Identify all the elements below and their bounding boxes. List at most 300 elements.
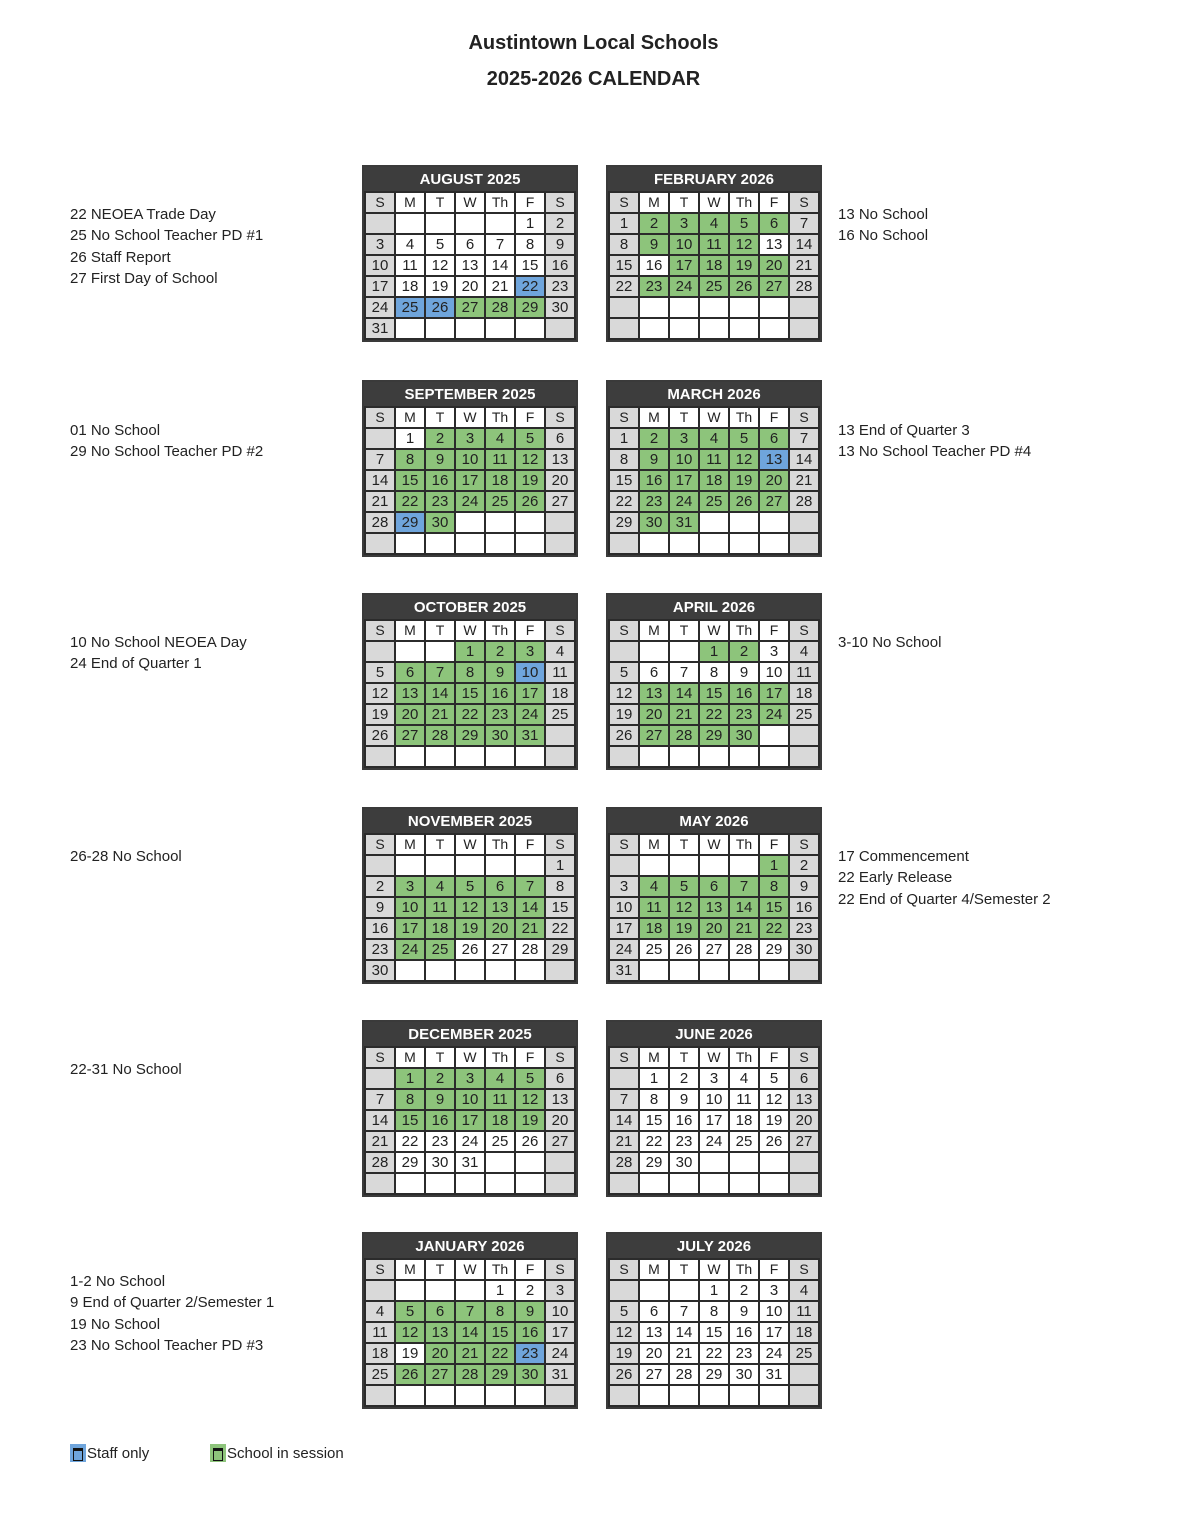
day-cell: 5 xyxy=(515,428,545,449)
day-cell: 5 xyxy=(515,1068,545,1089)
empty-cell xyxy=(455,512,485,533)
weekday-header: Th xyxy=(485,407,515,428)
day-cell: 17 xyxy=(759,683,789,704)
day-cell: 6 xyxy=(395,662,425,683)
day-cell: 3 xyxy=(455,428,485,449)
weekday-header: S xyxy=(365,834,395,855)
empty-cell xyxy=(669,960,699,981)
day-cell: 9 xyxy=(425,449,455,470)
empty-cell xyxy=(425,855,455,876)
weekday-header: F xyxy=(515,407,545,428)
weekday-header: W xyxy=(699,192,729,213)
day-cell: 16 xyxy=(485,683,515,704)
day-cell: 25 xyxy=(425,939,455,960)
weekday-header: F xyxy=(515,620,545,641)
weekday-header: Th xyxy=(729,192,759,213)
day-cell: 15 xyxy=(395,1110,425,1131)
day-cell: 15 xyxy=(545,897,575,918)
day-cell: 15 xyxy=(699,683,729,704)
day-cell: 8 xyxy=(545,876,575,897)
day-cell: 23 xyxy=(425,1131,455,1152)
note-item: 13 No School xyxy=(838,206,929,223)
empty-cell xyxy=(639,746,669,767)
empty-cell xyxy=(669,1385,699,1406)
day-cell: 16 xyxy=(425,470,455,491)
day-cell: 3 xyxy=(669,428,699,449)
day-cell: 29 xyxy=(395,1152,425,1173)
day-cell: 24 xyxy=(365,297,395,318)
empty-cell xyxy=(455,1280,485,1301)
day-cell: 7 xyxy=(729,876,759,897)
empty-cell xyxy=(545,746,575,767)
day-cell: 30 xyxy=(545,297,575,318)
empty-cell xyxy=(789,512,819,533)
day-cell: 25 xyxy=(365,1364,395,1385)
empty-cell xyxy=(545,533,575,554)
day-cell: 12 xyxy=(455,897,485,918)
notes-october xyxy=(70,632,247,675)
day-cell: 28 xyxy=(669,1364,699,1385)
day-cell: 13 xyxy=(485,897,515,918)
empty-cell xyxy=(609,1280,639,1301)
day-cell: 29 xyxy=(639,1152,669,1173)
day-cell: 17 xyxy=(395,918,425,939)
day-cell: 26 xyxy=(515,491,545,512)
empty-cell xyxy=(639,1280,669,1301)
day-cell: 24 xyxy=(515,704,545,725)
day-cell: 10 xyxy=(669,234,699,255)
day-cell: 12 xyxy=(609,1322,639,1343)
month-title: MARCH 2026 xyxy=(608,382,820,406)
day-cell: 7 xyxy=(365,449,395,470)
day-cell: 14 xyxy=(789,234,819,255)
note-item: 22-31 No School xyxy=(70,1061,182,1078)
weekday-header: T xyxy=(425,192,455,213)
day-cell: 1 xyxy=(545,855,575,876)
note-item: 26 Staff Report xyxy=(70,248,171,266)
empty-cell xyxy=(789,746,819,767)
day-cell: 27 xyxy=(395,725,425,746)
day-cell: 20 xyxy=(639,1343,669,1364)
weekday-header: S xyxy=(789,192,819,213)
weekday-header: S xyxy=(609,407,639,428)
empty-cell xyxy=(699,1152,729,1173)
weekday-header: T xyxy=(669,834,699,855)
empty-cell xyxy=(729,297,759,318)
day-cell: 14 xyxy=(789,449,819,470)
day-cell: 4 xyxy=(485,428,515,449)
day-cell: 2 xyxy=(639,213,669,234)
day-cell: 4 xyxy=(699,213,729,234)
day-cell: 26 xyxy=(759,1131,789,1152)
day-cell: 30 xyxy=(425,1152,455,1173)
weekday-header: Th xyxy=(485,834,515,855)
weekday-header: S xyxy=(609,1047,639,1068)
empty-cell xyxy=(365,1068,395,1089)
day-cell: 25 xyxy=(485,1131,515,1152)
day-cell: 30 xyxy=(425,512,455,533)
empty-cell xyxy=(729,746,759,767)
day-cell: 5 xyxy=(425,234,455,255)
day-cell: 22 xyxy=(485,1343,515,1364)
day-cell: 11 xyxy=(485,449,515,470)
weekday-header: M xyxy=(395,834,425,855)
empty-cell xyxy=(485,746,515,767)
note-item: 3-10 No School xyxy=(838,634,942,651)
empty-cell xyxy=(699,746,729,767)
calendar-october-2025 xyxy=(362,593,578,770)
day-cell: 11 xyxy=(545,662,575,683)
day-cell: 10 xyxy=(609,897,639,918)
note-item: 9 End of Quarter 2/Semester 1 xyxy=(70,1294,275,1312)
day-cell: 29 xyxy=(455,725,485,746)
day-cell: 22 xyxy=(515,276,545,297)
empty-cell xyxy=(759,1173,789,1194)
day-cell: 3 xyxy=(365,234,395,255)
day-cell: 2 xyxy=(729,1280,759,1301)
day-cell: 12 xyxy=(759,1089,789,1110)
day-cell: 19 xyxy=(759,1110,789,1131)
day-cell: 15 xyxy=(639,1110,669,1131)
calendar-april-2026 xyxy=(606,593,822,770)
day-cell: 5 xyxy=(609,662,639,683)
day-cell: 24 xyxy=(759,1343,789,1364)
empty-cell xyxy=(759,1152,789,1173)
day-cell: 21 xyxy=(485,276,515,297)
day-cell: 27 xyxy=(425,1364,455,1385)
weekday-header: T xyxy=(669,1047,699,1068)
weekday-header: T xyxy=(669,620,699,641)
day-cell: 25 xyxy=(789,704,819,725)
day-cell: 3 xyxy=(759,1280,789,1301)
day-cell: 16 xyxy=(545,255,575,276)
day-cell: 24 xyxy=(669,276,699,297)
day-cell: 15 xyxy=(455,683,485,704)
day-cell: 28 xyxy=(789,276,819,297)
calendar-december-2025 xyxy=(362,1020,578,1197)
weekday-header: M xyxy=(395,192,425,213)
weekday-header: F xyxy=(515,834,545,855)
empty-cell xyxy=(485,1173,515,1194)
day-cell: 26 xyxy=(425,297,455,318)
day-cell: 22 xyxy=(455,704,485,725)
day-cell: 16 xyxy=(365,918,395,939)
empty-cell xyxy=(395,533,425,554)
empty-cell xyxy=(515,1385,545,1406)
day-cell: 2 xyxy=(729,641,759,662)
day-cell: 16 xyxy=(789,897,819,918)
day-cell: 21 xyxy=(669,1343,699,1364)
day-cell: 6 xyxy=(545,1068,575,1089)
day-cell: 27 xyxy=(639,725,669,746)
day-cell: 3 xyxy=(759,641,789,662)
day-cell: 28 xyxy=(425,725,455,746)
weekday-header: W xyxy=(455,620,485,641)
empty-cell xyxy=(639,1173,669,1194)
empty-cell xyxy=(609,641,639,662)
day-cell: 25 xyxy=(699,491,729,512)
weekday-header: F xyxy=(759,1259,789,1280)
day-cell: 17 xyxy=(545,1322,575,1343)
day-cell: 5 xyxy=(395,1301,425,1322)
month-title: JULY 2026 xyxy=(608,1234,820,1258)
weekday-header: T xyxy=(425,1047,455,1068)
weekday-header: W xyxy=(699,407,729,428)
day-cell: 8 xyxy=(515,234,545,255)
day-cell: 16 xyxy=(639,255,669,276)
day-cell: 8 xyxy=(395,449,425,470)
day-cell: 5 xyxy=(609,1301,639,1322)
empty-cell xyxy=(515,855,545,876)
notes-august xyxy=(70,204,263,289)
note-item: 13 No School Teacher PD #4 xyxy=(838,443,1032,461)
notes-february xyxy=(838,204,928,247)
day-cell: 18 xyxy=(425,918,455,939)
empty-cell xyxy=(365,533,395,554)
day-cell: 15 xyxy=(609,255,639,276)
day-cell: 4 xyxy=(365,1301,395,1322)
weekday-header: F xyxy=(759,834,789,855)
day-cell: 1 xyxy=(515,213,545,234)
day-cell: 13 xyxy=(639,1322,669,1343)
calendar-september-2025 xyxy=(362,380,578,557)
empty-cell xyxy=(485,1385,515,1406)
day-cell: 25 xyxy=(545,704,575,725)
weekday-header: T xyxy=(425,407,455,428)
day-cell: 25 xyxy=(729,1131,759,1152)
day-cell: 9 xyxy=(515,1301,545,1322)
day-cell: 9 xyxy=(729,662,759,683)
empty-cell xyxy=(669,855,699,876)
day-cell: 18 xyxy=(729,1110,759,1131)
day-cell: 23 xyxy=(639,276,669,297)
day-cell: 1 xyxy=(485,1280,515,1301)
empty-cell xyxy=(455,746,485,767)
weekday-header: S xyxy=(545,834,575,855)
weekday-header: W xyxy=(455,834,485,855)
day-cell: 27 xyxy=(545,1131,575,1152)
day-cell: 18 xyxy=(639,918,669,939)
day-cell: 29 xyxy=(545,939,575,960)
day-cell: 8 xyxy=(609,449,639,470)
empty-cell xyxy=(639,318,669,339)
day-cell: 24 xyxy=(609,939,639,960)
month-title: MAY 2026 xyxy=(608,809,820,833)
day-cell: 10 xyxy=(759,1301,789,1322)
day-cell: 31 xyxy=(669,512,699,533)
empty-cell xyxy=(729,1152,759,1173)
day-cell: 6 xyxy=(759,428,789,449)
day-cell: 21 xyxy=(789,470,819,491)
day-cell: 30 xyxy=(729,725,759,746)
day-cell: 16 xyxy=(729,1322,759,1343)
day-cell: 19 xyxy=(729,255,759,276)
day-cell: 9 xyxy=(669,1089,699,1110)
weekday-header: F xyxy=(515,192,545,213)
day-cell: 29 xyxy=(699,1364,729,1385)
school-in-session-swatch-icon xyxy=(210,1444,226,1462)
day-cell: 25 xyxy=(639,939,669,960)
day-cell: 21 xyxy=(609,1131,639,1152)
notes-december xyxy=(70,1059,182,1080)
empty-cell xyxy=(759,512,789,533)
empty-cell xyxy=(789,725,819,746)
day-cell: 18 xyxy=(485,470,515,491)
day-cell: 6 xyxy=(485,876,515,897)
empty-cell xyxy=(425,960,455,981)
day-cell: 2 xyxy=(545,213,575,234)
day-cell: 21 xyxy=(789,255,819,276)
day-cell: 24 xyxy=(699,1131,729,1152)
empty-cell xyxy=(699,855,729,876)
weekday-header: S xyxy=(545,1047,575,1068)
day-cell: 1 xyxy=(609,428,639,449)
empty-cell xyxy=(609,855,639,876)
weekday-header: M xyxy=(639,192,669,213)
day-cell: 9 xyxy=(639,449,669,470)
day-cell: 21 xyxy=(669,704,699,725)
weekday-header: W xyxy=(699,620,729,641)
weekday-header: W xyxy=(699,1047,729,1068)
empty-cell xyxy=(789,1152,819,1173)
day-cell: 25 xyxy=(395,297,425,318)
day-cell: 20 xyxy=(395,704,425,725)
weekday-header: S xyxy=(545,1259,575,1280)
day-cell: 1 xyxy=(699,1280,729,1301)
day-cell: 27 xyxy=(639,1364,669,1385)
day-cell: 19 xyxy=(609,704,639,725)
weekday-header: T xyxy=(669,192,699,213)
empty-cell xyxy=(455,855,485,876)
day-cell: 11 xyxy=(365,1322,395,1343)
day-cell: 28 xyxy=(789,491,819,512)
empty-cell xyxy=(485,960,515,981)
day-cell: 4 xyxy=(639,876,669,897)
empty-cell xyxy=(729,1385,759,1406)
note-item: 22 End of Quarter 4/Semester 2 xyxy=(838,890,1051,908)
day-cell: 11 xyxy=(485,1089,515,1110)
day-cell: 4 xyxy=(699,428,729,449)
day-cell: 3 xyxy=(545,1280,575,1301)
day-cell: 19 xyxy=(609,1343,639,1364)
day-cell: 13 xyxy=(455,255,485,276)
empty-cell xyxy=(639,533,669,554)
empty-cell xyxy=(609,1385,639,1406)
day-cell: 23 xyxy=(515,1343,545,1364)
calendar-january-2026 xyxy=(362,1232,578,1409)
empty-cell xyxy=(545,1385,575,1406)
day-cell: 5 xyxy=(365,662,395,683)
day-cell: 23 xyxy=(729,1343,759,1364)
day-cell: 27 xyxy=(759,276,789,297)
weekday-header: W xyxy=(455,1259,485,1280)
calendar-november-2025 xyxy=(362,807,578,984)
day-cell: 7 xyxy=(789,213,819,234)
weekday-header: M xyxy=(395,1047,425,1068)
weekday-header: T xyxy=(669,407,699,428)
empty-cell xyxy=(455,1173,485,1194)
empty-cell xyxy=(699,297,729,318)
empty-cell xyxy=(455,318,485,339)
weekday-header: Th xyxy=(729,834,759,855)
day-cell: 18 xyxy=(789,683,819,704)
day-cell: 20 xyxy=(759,470,789,491)
day-cell: 20 xyxy=(545,470,575,491)
day-cell: 11 xyxy=(639,897,669,918)
day-cell: 18 xyxy=(395,276,425,297)
day-cell: 17 xyxy=(365,276,395,297)
day-cell: 13 xyxy=(395,683,425,704)
empty-cell xyxy=(789,318,819,339)
calendar-june-2026 xyxy=(606,1020,822,1197)
day-cell: 8 xyxy=(609,234,639,255)
empty-cell xyxy=(639,297,669,318)
day-cell: 10 xyxy=(545,1301,575,1322)
weekday-header: S xyxy=(545,620,575,641)
day-cell: 6 xyxy=(545,428,575,449)
day-cell: 18 xyxy=(789,1322,819,1343)
day-cell: 14 xyxy=(609,1110,639,1131)
empty-cell xyxy=(609,746,639,767)
day-cell: 29 xyxy=(515,297,545,318)
note-item: 27 First Day of School xyxy=(70,269,218,287)
empty-cell xyxy=(365,641,395,662)
day-cell: 19 xyxy=(455,918,485,939)
empty-cell xyxy=(425,746,455,767)
empty-cell xyxy=(669,746,699,767)
day-cell: 13 xyxy=(545,1089,575,1110)
empty-cell xyxy=(669,318,699,339)
day-cell: 18 xyxy=(545,683,575,704)
weekday-header: F xyxy=(759,407,789,428)
weekday-header: S xyxy=(609,834,639,855)
weekday-header: M xyxy=(639,834,669,855)
empty-cell xyxy=(609,533,639,554)
empty-cell xyxy=(789,1173,819,1194)
weekday-header: F xyxy=(759,620,789,641)
page-subtitle: 2025-2026 CALENDAR xyxy=(486,68,701,90)
day-cell: 2 xyxy=(365,876,395,897)
note-item: 25 No School Teacher PD #1 xyxy=(70,227,264,245)
empty-cell xyxy=(729,1173,759,1194)
day-cell: 10 xyxy=(669,449,699,470)
notes-april xyxy=(838,632,941,653)
day-cell: 19 xyxy=(515,470,545,491)
weekday-header: T xyxy=(425,620,455,641)
empty-cell xyxy=(395,1385,425,1406)
weekday-header: W xyxy=(699,834,729,855)
day-cell: 21 xyxy=(425,704,455,725)
day-cell: 22 xyxy=(639,1131,669,1152)
day-cell: 6 xyxy=(699,876,729,897)
empty-cell xyxy=(395,960,425,981)
day-cell: 6 xyxy=(789,1068,819,1089)
day-cell: 12 xyxy=(515,1089,545,1110)
day-cell: 28 xyxy=(485,297,515,318)
day-cell: 3 xyxy=(395,876,425,897)
day-cell: 22 xyxy=(609,491,639,512)
empty-cell xyxy=(485,855,515,876)
day-cell: 20 xyxy=(455,276,485,297)
empty-cell xyxy=(365,213,395,234)
empty-cell xyxy=(729,318,759,339)
day-cell: 12 xyxy=(669,897,699,918)
empty-cell xyxy=(699,512,729,533)
empty-cell xyxy=(545,512,575,533)
weekday-header: S xyxy=(545,407,575,428)
day-cell: 6 xyxy=(639,662,669,683)
day-cell: 14 xyxy=(515,897,545,918)
